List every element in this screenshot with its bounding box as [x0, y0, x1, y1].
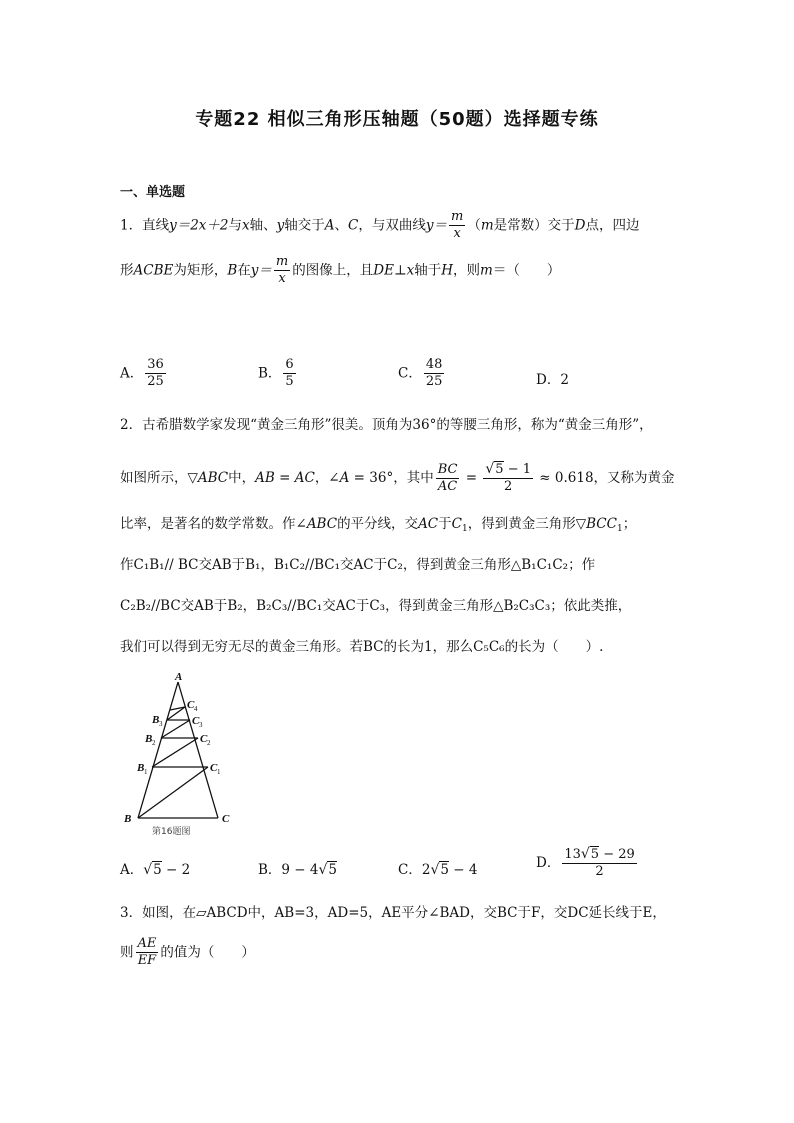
var: C	[451, 516, 462, 532]
text: − 1	[503, 462, 531, 477]
var: y	[276, 217, 285, 234]
var: DE	[373, 262, 394, 279]
text: ≈ 0.618，又称为黄金	[535, 469, 675, 486]
fraction	[562, 847, 636, 880]
text: 的图像上，且	[292, 262, 374, 279]
text: 比率，是著名的数学常数。作∠	[120, 516, 307, 532]
q2-line-1: 2．古希腊数学家发现“黄金三角形”很美。顶角为36°的等腰三角形，称为“黄金三角形”，	[120, 417, 653, 433]
triangle-symbol: ▽	[187, 469, 198, 486]
option-value: 2	[560, 372, 569, 388]
text: ，则	[453, 262, 481, 279]
text: 1．直线	[120, 217, 170, 234]
label-b3: B	[152, 714, 160, 726]
text: ⊥	[393, 262, 407, 279]
text: 是常数）交于	[493, 217, 575, 234]
text: 与	[228, 217, 243, 234]
fraction	[274, 255, 290, 287]
sqrt-icon: √	[318, 862, 328, 878]
fraction	[283, 358, 295, 390]
sub-c3: 3	[199, 721, 203, 729]
var: AC	[418, 516, 439, 532]
denominator: AC	[437, 478, 458, 494]
radicand: 5	[590, 847, 600, 862]
label-c: C	[222, 813, 230, 825]
label-c3: C	[192, 715, 200, 727]
side-ac	[178, 682, 218, 818]
q1-option-b[interactable]	[258, 358, 298, 390]
sub-c4: 4	[194, 705, 198, 713]
text: 如图所示，	[120, 469, 188, 486]
numerator: BC	[436, 463, 460, 479]
q1-option-a[interactable]	[120, 358, 168, 390]
text: 在	[237, 262, 251, 279]
fraction	[145, 358, 166, 390]
q2-option-c[interactable]	[398, 858, 477, 878]
text: 为矩形，	[173, 262, 228, 279]
q1-line-1	[120, 210, 639, 242]
denominator: x	[278, 271, 286, 287]
q2-line-2	[120, 462, 675, 495]
fraction-bc-ac	[436, 463, 460, 495]
q2-line-5: C₂B₂//BC交AB于B₂，B₂C₃//BC₁交AC于C₃，得到黄金三角形△B₂C₃C₃；依此类推，	[120, 598, 632, 614]
sub-b2: 2	[152, 739, 156, 747]
denominator: 25	[425, 374, 443, 390]
numerator: 36	[145, 358, 166, 374]
q1-option-d[interactable]	[536, 368, 569, 388]
label-b: B	[124, 813, 132, 825]
text: 9 − 4	[281, 862, 319, 878]
var: A	[324, 217, 335, 234]
option-label: C．	[398, 862, 422, 878]
option-label: D．	[536, 372, 561, 388]
text: 的值为（ ）	[160, 944, 255, 961]
segment-b2-c3	[161, 720, 190, 738]
q2-option-b[interactable]	[258, 858, 337, 878]
section-heading: 一、单选题	[120, 185, 186, 200]
var: ABC	[197, 469, 229, 486]
option-label: A．	[120, 365, 144, 382]
numerator	[483, 462, 533, 479]
text: ＝（ ）	[492, 262, 561, 279]
label-c2: C	[200, 733, 208, 745]
subscript: 1	[462, 524, 468, 534]
var: H	[441, 262, 454, 279]
var: AB	[255, 469, 275, 486]
radicand: 5	[153, 862, 162, 878]
denominator: x	[453, 226, 461, 242]
sqrt-icon: √	[580, 846, 590, 862]
var: ACBE	[133, 262, 174, 279]
label-b2: B	[145, 733, 153, 745]
numerator: m	[274, 255, 290, 271]
text: 轴于	[414, 262, 442, 279]
fraction	[424, 358, 445, 390]
q2-option-d[interactable]	[536, 847, 639, 880]
text: ；	[622, 516, 637, 532]
var: m	[480, 217, 494, 234]
var: x	[242, 217, 250, 234]
radicand: 5	[440, 862, 449, 878]
segment-b1-c2	[152, 738, 198, 767]
fraction-ae-ef	[136, 937, 159, 969]
option-label: C．	[398, 365, 422, 382]
denominator: 2	[595, 864, 604, 880]
text: − 4	[448, 862, 478, 878]
sub-c2: 2	[207, 739, 211, 747]
text: 于	[438, 516, 452, 532]
var: D	[574, 217, 586, 234]
q3-line-1: 3．如图，在▱ABCD中，AB=3，AD=5，AE平分∠BAD，交BC于F，交DC延长线于E，	[120, 905, 666, 921]
text: =	[461, 469, 482, 486]
text: − 2	[161, 862, 191, 878]
segment-b-c1	[138, 767, 208, 818]
fraction	[449, 210, 465, 242]
q3-line-2	[120, 937, 255, 969]
text: 则	[120, 944, 134, 961]
text: ，与双曲线	[358, 217, 426, 234]
numerator	[562, 847, 636, 864]
numerator: 6	[283, 358, 295, 374]
denominator: 5	[285, 374, 294, 390]
text: = 36°，其中	[349, 469, 434, 486]
sqrt-icon: √	[485, 461, 495, 477]
var: y＝	[250, 262, 272, 279]
radicand: 5	[328, 862, 338, 878]
q1-line-2	[120, 255, 560, 287]
text: ，得到黄金三角形▽	[467, 516, 587, 532]
text: ，∠	[314, 469, 340, 486]
text: 轴、	[249, 217, 277, 234]
sub-b3: 3	[159, 720, 163, 728]
q2-line-6: 我们可以得到无穷无尽的黄金三角形。若BC的长为1，那么C₅C₆的长为（ ）.	[120, 639, 604, 655]
radicand: 5	[495, 462, 504, 477]
page-title: 专题22 相似三角形压轴题（50题）选择题专练	[195, 109, 599, 130]
text: − 29	[599, 847, 635, 862]
option-label: B．	[258, 862, 282, 878]
text: =	[274, 469, 295, 486]
equation: y＝2x＋2	[169, 217, 229, 234]
denominator: 25	[147, 374, 164, 390]
sqrt-icon: √	[430, 862, 440, 878]
text: 13	[564, 847, 581, 862]
var: BCC	[586, 516, 617, 532]
text: 、	[334, 217, 349, 234]
text: 轴交于	[284, 217, 325, 234]
label-c4: C	[187, 699, 195, 711]
numerator: 48	[424, 358, 445, 374]
option-label: B．	[258, 365, 282, 382]
var: y＝	[425, 217, 448, 234]
text: 点，四边	[585, 217, 640, 234]
denominator: EF	[137, 953, 157, 969]
label-a: A	[175, 671, 183, 683]
denominator: 2	[504, 479, 513, 495]
var: C	[348, 217, 359, 234]
sub-c1: 1	[217, 768, 221, 776]
numerator: m	[449, 210, 465, 226]
option-label: A．	[120, 862, 144, 878]
var: m	[480, 262, 493, 279]
text: 的平分线，交	[337, 516, 419, 532]
sub-b1: 1	[144, 768, 148, 776]
fraction-golden	[483, 462, 533, 495]
var: AC	[294, 469, 315, 486]
var: ABC	[306, 516, 338, 532]
text: 中，	[228, 469, 256, 486]
text: （	[467, 217, 481, 234]
side-ab	[138, 682, 178, 818]
q2-option-a[interactable]	[120, 858, 190, 878]
figure-caption: 第16题图	[152, 827, 191, 835]
label-c1: C	[210, 762, 218, 774]
option-label: D．	[536, 854, 561, 871]
text: 2	[421, 862, 431, 878]
sqrt-icon: √	[143, 862, 153, 878]
q1-option-c[interactable]	[398, 358, 446, 390]
text: 形	[120, 262, 134, 279]
q2-line-3	[120, 514, 636, 539]
var: x	[406, 262, 415, 279]
var: A	[339, 469, 350, 486]
numerator: AE	[136, 937, 159, 953]
label-b1: B	[137, 762, 145, 774]
golden-triangle-figure	[118, 670, 248, 835]
var: B	[227, 262, 238, 279]
subscript: 1	[616, 524, 623, 534]
q2-line-4: 作C₁B₁// BC交AB于B₁，B₁C₂//BC₁交AC于C₂，得到黄金三角形△B₁C₁C₂；作	[120, 557, 596, 573]
